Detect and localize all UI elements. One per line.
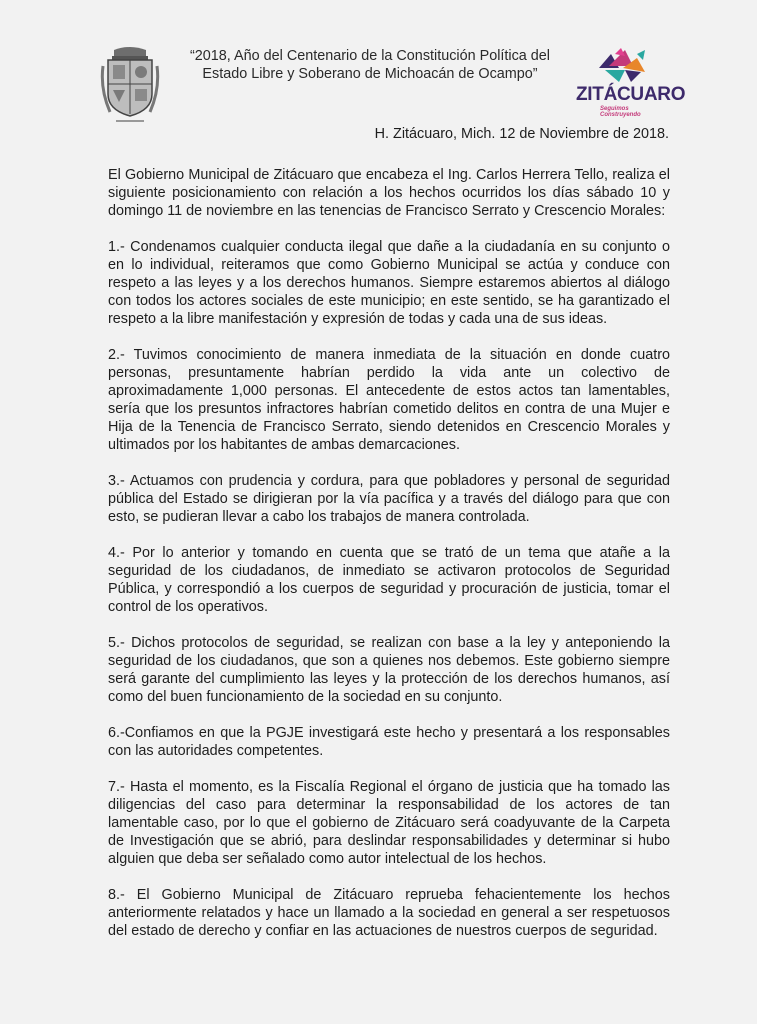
document-body: [108, 166, 670, 958]
paragraph-1: 1.- Condenamos cualquier conducta ilegal que dañe a la ciudadanía en su conjunto o en lo individual, reiteramos que como Gobierno Municipal se actúa y conduce con respeto a las leyes y a los derechos humanos. Siempre estaremos abiertos al diálogo con todos los actores sociales de este municipio; en este sentido, se ha garantizado el respeto a la libre manifestación y expresión de todas y cada una de sus ideas.: [108, 239, 670, 327]
header-motto: [160, 47, 580, 83]
paragraph-8: 8.- El Gobierno Municipal de Zitácuaro reprueba fehacientemente los hechos anteriormente relatados y hace un llamado a la sociedad en general a ser respetuosos del estado de derecho y confiar en las actuaciones de nuestros cuerpos de seguridad.: [108, 887, 670, 939]
logo-name: ZITÁCUARO: [576, 84, 686, 105]
dateline: H. Zitácuaro, Mich. 12 de Noviembre de 2018.: [374, 126, 669, 142]
header-motto-line-1: “2018, Año del Centenario de la Constitución Política del: [190, 48, 550, 64]
paragraph-5: 5.- Dichos protocolos de seguridad, se realizan con base a la ley y anteponiendo la seguridad de los ciudadanos, que son a quienes nos debemos. Este gobierno siempre será garante del cumplimiento las leyes y la protección de los derechos humanos, así como del buen funcionamiento de la sociedad en su conjunto.: [108, 635, 670, 705]
header-motto-line-2: Estado Libre y Soberano de Michoacán de Ocampo”: [202, 66, 538, 82]
paragraph-6: 6.-Confiamos en que la PGJE investigará este hecho y presentará a los responsables con las autoridades competentes.: [108, 725, 670, 759]
logo-slogan: Seguimos Construyendo: [600, 106, 641, 118]
paragraph-3: 3.- Actuamos con prudencia y cordura, para que pobladores y personal de seguridad pública del Estado se dirigieran por la vía pacífica y a través del diálogo para que con esto, se pudieran llevar a cabo los trabajos de manera controlada.: [108, 473, 670, 525]
paragraph-7: 7.- Hasta el momento, es la Fiscalía Regional el órgano de justicia que ha tomado las diligencias del caso para determinar la responsabilidad de los actores de tan lamentable caso, por lo que el gobierno de Zitácuaro será coadyuvante de la Carpeta de Investigación que se abrió, para deslindar responsabilidades y determinar si hubo alguien que deba ser señalado como autor intelectual de los hechos.: [108, 779, 670, 867]
paragraph-2: 2.- Tuvimos conocimiento de manera inmediata de la situación en donde cuatro personas, presuntamente habrían perdido la vida ante un colectivo de aproximadamente 1,000 personas. El antecedente de estos actos tan lamentables, sería que los presuntos infractores habrían cometido delitos en contra de una Mujer e Hija de la Tenencia de Francisco Serrato, siendo detenidos en Crescencio Morales y ultimados por los habitantes de ambas demarcaciones.: [108, 347, 670, 453]
paragraph-4: 4.- Por lo anterior y tomando en cuenta que se trató de un tema que atañe a la seguridad de los ciudadanos, de inmediato se activaron protocolos de Seguridad Pública, y correspondió a los cuerpos de seguridad y procuración de justicia, tomar el control de los operativos.: [108, 545, 670, 615]
paragraph-intro: El Gobierno Municipal de Zitácuaro que encabeza el Ing. Carlos Herrera Tello, realiza el siguiente posicionamiento con relación a los hechos ocurridos los días sábado 10 y domingo 11 de noviembre en las tenencias de Francisco Serrato y Crescencio Morales:: [108, 167, 670, 219]
municipal-coat-of-arms-icon: [100, 44, 160, 124]
